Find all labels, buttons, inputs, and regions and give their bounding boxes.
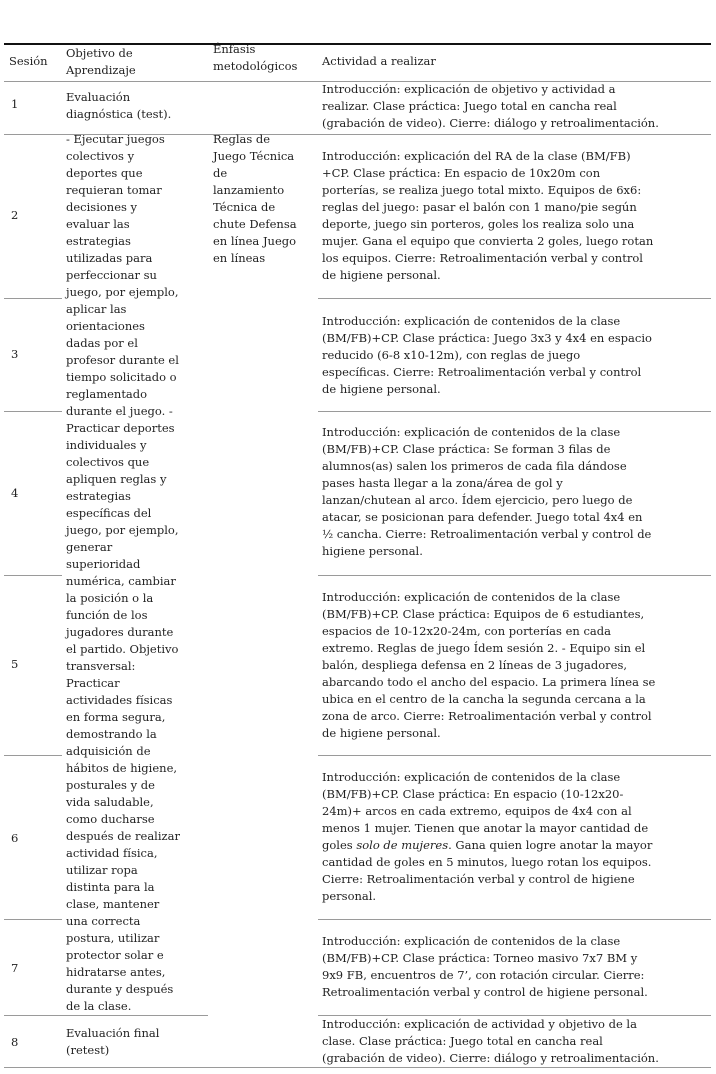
header-activity: Actividad a realizar: [322, 54, 436, 68]
session-number: 2: [11, 208, 19, 222]
session-number: 8: [11, 1035, 19, 1049]
activity-cell: Introducción: explicación del RA de la clase (BM/FB) +CP. Clase práctica: En espacio de 10x20m con porterías, se realiza juego total mixto. Equipos de 6x6: reglas del juego: pasar el balón con 1 mano/pie según deporte, juego sin porteros, goles los realiza solo una mujer. Gana el equipo que convierta 2 goles, luego rotan los equipos. Cierre: Retroalimentación verbal y control de higiene personal.: [322, 149, 654, 282]
row-rule: [4, 755, 62, 756]
row-rule: [318, 919, 711, 920]
activity-text: . Gana quien logre anotar la mayor cantidad de goles en 5 minutos, luego rotan los equipos. Cierre: Retroalimentación verbal y control de higiene personal.: [322, 838, 653, 903]
activity-cell: Introducción: explicación de objetivo y actividad a realizar. Clase práctica: Juego total en cancha real (grabación de video). Cierre: diálogo y retroalimentación.: [322, 82, 659, 130]
session-number: 7: [11, 961, 19, 975]
session-number: 1: [11, 97, 19, 111]
header-session: Sesión: [9, 54, 48, 68]
row-rule: [318, 755, 711, 756]
row-rule: [4, 575, 62, 576]
session-number: 5: [11, 657, 19, 671]
activity-cell: Introducción: explicación de contenidos de la clase (BM/FB)+CP. Clase práctica: Equipos de 6 estudiantes, espacios de 10-12x20-24m, con porterías en cada extremo. Reglas de juego Ídem sesión 2. - Equipo sin el balón, despliega defensa en 2 líneas de 3 jugadores, abarcando todo el ancho del espacio. La primera línea se ubica en el centro de la cancha la segunda cercana a la zona de arco. Cierre: Retroalimentación verbal y control de higiene personal.: [322, 590, 656, 740]
row-rule: [4, 919, 62, 920]
objective-cell: Evaluación diagnóstica (test).: [66, 90, 172, 121]
activity-cell: Introducción: explicación de contenidos de la clase (BM/FB)+CP. Clase práctica: Torneo masivo 7x7 BM y 9x9 FB, encuentros de 7’, con rotación circular. Cierre: Retroalimentación verbal y control de higiene personal.: [322, 934, 648, 999]
objective-cell: Evaluación final (retest): [66, 1026, 160, 1057]
row-rule: [318, 298, 711, 299]
activity-text: Introducción: explicación de contenidos de la clase (BM/FB)+CP. Clase práctica: En espacio (10-12x20- 24m)+ arcos en cada extremo, equipos de 4x4 con al menos 1 mujer. Tienen que anotar la mayor cantidad de goles: [322, 770, 649, 852]
objective-merged-cell: - Ejecutar juegos colectivos y deportes que requieran tomar decisiones y evaluar las estrategias utilizadas para perfeccionar su juego, por ejemplo, aplicar las orientaciones dadas por el profesor durante el tiempo solicitado o reglamentado durante el juego. - Practicar deportes individuales y colectivos que apliquen reglas y estrategias específicas del juego, por ejemplo, generar superioridad numérica, cambiar la posición o la función de los jugadores durante el partido. Objetivo transversal: Practicar actividades físicas en forma segura, demostrando la adquisición de hábitos de higiene, posturales y de vida saludable, como ducharse después de realizar actividad física, utilizar ropa distinta para la clase, mantener una correcta postura, utilizar protector solar e hidratarse antes, durante y después de la clase.: [66, 132, 180, 1013]
emphasis-merged-cell: Reglas de Juego Técnica de lanzamiento Técnica de chute Defensa en línea Juego en líneas: [213, 132, 297, 265]
session-number: 3: [11, 347, 19, 361]
activity-cell: Introducción: explicación de contenidos de la clase (BM/FB)+CP. Clase práctica: Juego 3x3 y 4x4 en espacio reducido (6-8 x10-12m), con reglas de juego específicas. Cierre: Retroalimentación verbal y control de higiene personal.: [322, 314, 652, 396]
row-rule: [4, 411, 62, 412]
row-rule: [4, 1015, 208, 1016]
table-bottom-rule: [4, 1067, 711, 1068]
header-emphasis: Énfasis metodológicos: [213, 42, 298, 73]
header-objective: Objetivo de Aprendizaje: [66, 46, 136, 77]
activity-italic-text: solo de mujeres: [356, 838, 449, 852]
row-rule: [4, 298, 62, 299]
activity-cell: Introducción: explicación de contenidos de la clase (BM/FB)+CP. Clase práctica: Se forman 3 filas de alumnos(as) salen los primeros de cada fila dándose pases hasta llegar a la zona/área de gol y lanzan/chutean al arco. Ídem ejercicio, pero luego de atacar, se posicionan para defender. Juego total 4x4 en ½ cancha. Cierre: Retroalimentación verbal y control de higiene personal.: [322, 425, 652, 558]
session-number: 4: [11, 486, 19, 500]
row-rule: [318, 411, 711, 412]
row-rule: [318, 575, 711, 576]
session-number: 6: [11, 831, 19, 845]
activity-cell: Introducción: explicación de actividad y objetivo de la clase. Clase práctica: Juego total en cancha real (grabación de video). Cierre: diálogo y retroalimentación.: [322, 1017, 659, 1065]
activity-cell: [322, 769, 652, 905]
